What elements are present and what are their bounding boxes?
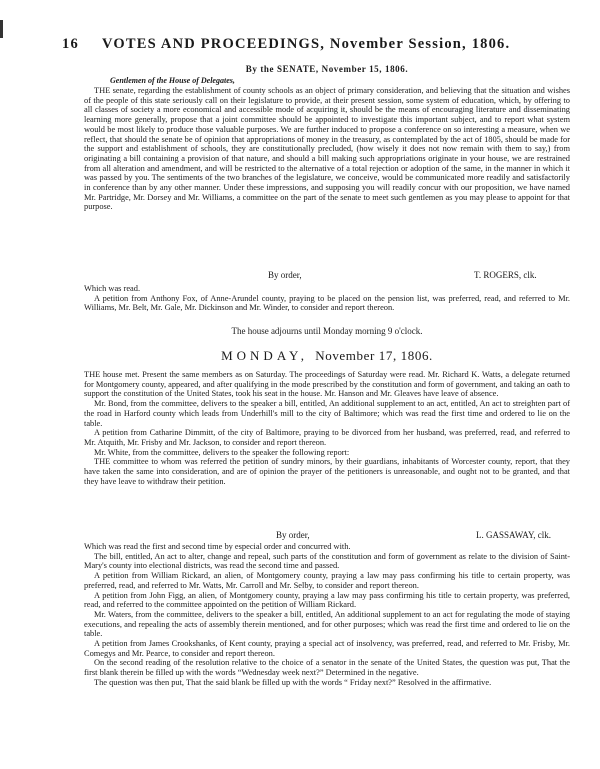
paragraph-block-b — [84, 370, 570, 486]
paragraph-block-a — [84, 284, 570, 313]
paragraph: Mr. Waters, from the committee, delivers to the speaker a bill, entitled, An additional supplement to an act for regulating the mode of staying executions, and repealing the acts of assembly therein mentioned, and for other purposes; which was read the first time and ordered to lie on the table. — [84, 609, 570, 639]
paragraph: The question was then put, That the said blank be filled up with the words “ Friday next?” Resolved in the affirmative. — [94, 677, 492, 687]
paragraph: Which was read. — [84, 284, 141, 293]
senate-message-body: THE senate, regarding the establishment of county schools as an object of primary consideration, and believing that the situation and wishes of the people of this state seriously call on their legislature to provide, at their present session, some system of education, which, by offering to all classes of society a more economical and accessible mode of acquiring it, should be the means of encouraging literature and disseminating learning more generally, propose that a joint committee should be appointed to investigate this important subject, and to report what system would be most likely to produce those valuable purposes. We are further induced to propose a conference on so interesting a measure, when we reflect, that should the senate be of opinion that appropriations of money in the treasury, as contemplated by the act of 1805, should be made for the support and establishment of schools, they are constitutionally precluded, (how wisely it does not now remain with them to say,) from originating a bill containing a provision of that nature, and should a bill making such appropriations originate in your house, we are restrained from all alteration and amendment, and will be restricted to the alternative of a total rejection or adoption of the same, in the manner in which it was passed by you. The sentiments of the two branches of the legislature, we conceive, would be communicated more readily and satisfactorily in conference than by any other manner. Under these impressions, and supposing you will readily concur with our proposition, we have named Mr. Partridge, Mr. Dorsey and Mr. Williams, a committee on the part of the senate to meet such gentlemen as you may please to appoint for that purpose. — [84, 86, 570, 212]
by-order-label: By order, — [276, 530, 310, 540]
running-head — [62, 36, 562, 56]
page-title: VOTES AND PROCEEDINGS, November Session, 1806. — [102, 36, 511, 52]
page-number: 16 — [62, 36, 79, 52]
paragraph: Which was read the first and second time by especial order and concurred with. — [84, 542, 351, 551]
paragraph: The bill, entitled, An act to alter, change and repeal, such parts of the constitution and form of government as relate to the division of Saint-Mary's county into electional districts, was read the second time and passed. — [84, 551, 570, 571]
salutation: Gentlemen of the House of Delegates, — [110, 76, 235, 85]
day-date: November 17, 1806. — [315, 348, 433, 363]
day-name: MONDAY, — [221, 348, 308, 363]
page-edge-mark — [0, 20, 3, 38]
paragraph: THE house met. Present the same members as on Saturday. The proceedings of Saturday were read. Mr. Richard K. Watts, a delegate returned for Montgomery county, appeared, and after qualifying in the mode prescribed by the constitution and form of government, and taking an oath to support the constitution of the United States, took his seat in the house. Mr. Hanson and Mr. Gleaves have leave of absence. — [84, 370, 570, 399]
paragraph-block-c — [84, 542, 570, 688]
committee-signature: L. GASSAWAY, clk. — [476, 530, 552, 540]
paragraph: Mr. Bond, from the committee, delivers to the speaker a bill, entitled, An additional supplement to an act, entitled, An act to streighten part of the road in Harford county which leads from Underhill's mill to the city of Baltimore; which was read the first time and ordered to lie on the table. — [84, 399, 570, 428]
paragraph: Mr. White, from the committee, delivers to the speaker the following report: — [94, 447, 350, 457]
paragraph: A petition from John Figg, an alien, of Montgomery county, praying a law may pass confirming his title to certain property, was preferred, read, and referred to the committee appointed on the petition of William Rickard. — [84, 590, 570, 610]
adjournment-line: The house adjourns until Monday morning 9 o'clock. — [231, 326, 423, 336]
senate-signature: T. ROGERS, clk. — [474, 270, 537, 280]
paragraph: A petition from Catharine Dimmitt, of the city of Baltimore, praying to be divorced from her husband, was preferred, read, and referred to Mr. Atquith, Mr. Frisby and Mr. Jackson, to consider and report thereon. — [84, 428, 570, 447]
monday-heading — [84, 348, 570, 364]
paragraph: A petition from Anthony Fox, of Anne-Arundel county, praying to be placed on the pension list, was preferred, read, and referred to Mr. Williams, Mr. Belt, Mr. Gale, Mr. Dickinson and Mr. Winder, to consider and report thereon. — [84, 293, 570, 313]
senate-byline: By the SENATE, November 15, 1806. — [245, 64, 409, 74]
by-order-label: By order, — [268, 270, 302, 280]
paragraph: A petition from William Rickard, an alien, of Montgomery county, praying a law may pass confirming his title to certain property, was preferred, read, and referred to Mr. Watts, Mr. Carroll and Mr. Selby, to consider and report thereon. — [84, 571, 570, 590]
paragraph: THE committee to whom was referred the petition of sundry minors, by their guardians, inhabitants of Worcester county, report, that they have taken the same into consideration, and are of opinion the prayer of the petitioners is unreasonable, and ought not to be granted, and that they have leave to withdraw their petition. — [84, 457, 570, 486]
paragraph: A petition from James Crookshanks, of Kent county, praying a special act of insolvency, was preferred, read, and referred to Mr. Frisby, Mr. Comegys and Mr. Pearce, to consider and report thereon. — [84, 639, 570, 658]
paragraph: On the second reading of the resolution relative to the choice of a senator in the senate of the United States, the question was put, That the first blank therein be filled up with the words “Wednesday week next?” Determined in the negative. — [84, 658, 570, 678]
